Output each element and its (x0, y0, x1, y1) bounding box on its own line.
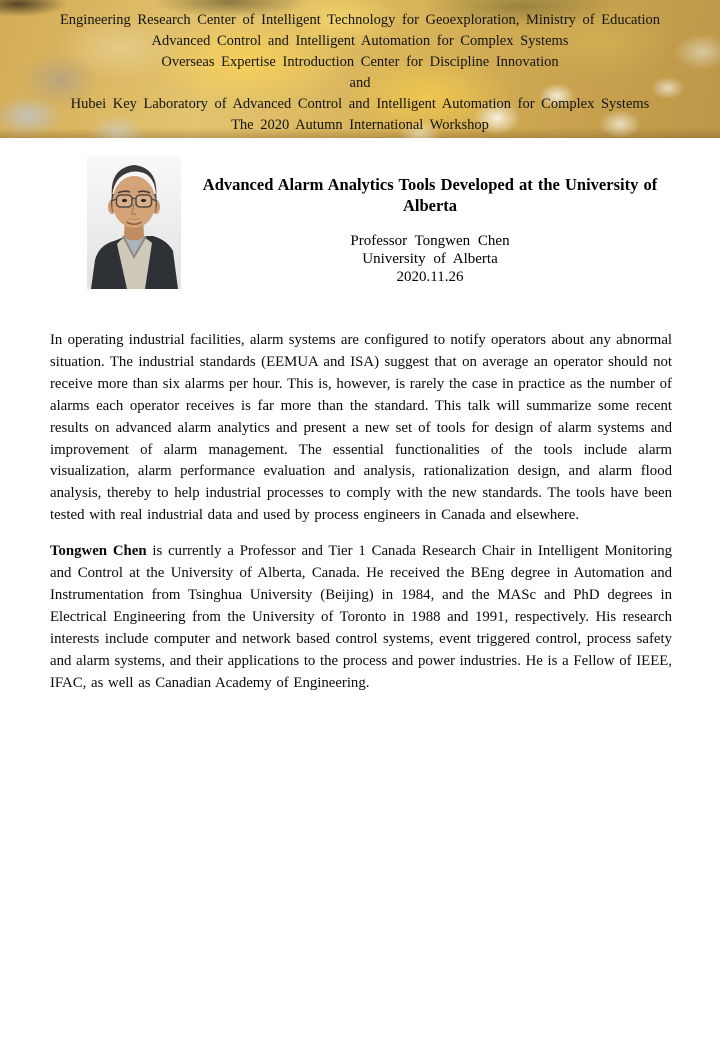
photo-glasses-bridge (132, 198, 136, 199)
banner-line-center-1: Engineering Research Center of Intelligent Technology for Geoexploration, Ministry of Education (59, 12, 661, 28)
bio-paragraph (50, 541, 672, 694)
title-block (185, 174, 675, 286)
banner-line-laboratory: Hubei Key Laboratory of Advanced Control and Intelligent Automation for Complex Systems (70, 96, 650, 112)
photo-eye-left (122, 199, 127, 202)
bio-text: is currently a Professor and Tier 1 Canada Research Chair in Intelligent Monitoring and Control at the University of Alberta, Canada. He received the BEng degree in Automation and Instrumentation from Tsinghua University (Beijing) in 1984, and the MASc and PhD degrees in Electrical Engineering from the University of Toronto in 1988 and 1991, respectively. His research interests include computer and network based control systems, event triggered control, process safety and alarm systems, and their applications to the process and power industries. He is a Fellow of IEEE, IFAC, as well as Canadian Academy of Engineering. (50, 543, 672, 691)
photo-eye-right (141, 199, 146, 202)
banner-line-workshop: The 2020 Autumn International Workshop (231, 117, 489, 133)
speaker-photo-image (87, 156, 181, 289)
banner-line-center-2: Advanced Control and Intelligent Automation for Complex Systems (151, 33, 569, 49)
speaker-affiliation: University of Alberta (362, 251, 498, 267)
speaker-block (185, 232, 675, 286)
body-content (50, 330, 672, 695)
abstract-paragraph: In operating industrial facilities, alarm systems are configured to notify operators about any abnormal situation. The industrial standards (EEMUA and ISA) suggest that on average an operator should not receive more than six alarms per hour. This is, however, is rarely the case in practice as the number of alarms each operator receives is far more than the standard. This talk will summarize some recent results on advanced alarm analytics and present a new set of tools for design of alarm systems and improvement of alarm management. The essential functionalities of the tools include alarm visualization, alarm performance evaluation and analysis, rationalization design, and alarm flood analysis, thereby to help industrial processes to comply with the new standards. The tools have been tested with real industrial data and used by process engineers in Canada and elsewhere. (50, 332, 672, 524)
talk-title: Advanced Alarm Analytics Tools Developed at the University of Alberta (202, 175, 658, 215)
speaker-photo (87, 156, 181, 289)
talk-date: 2020.11.26 (396, 269, 464, 285)
speaker-name: Professor Tongwen Chen (350, 233, 510, 249)
bio-speaker-name: Tongwen Chen (50, 543, 147, 560)
banner (0, 0, 720, 138)
banner-line-and: and (349, 75, 371, 91)
banner-line-center-3: Overseas Expertise Introduction Center for Discipline Innovation (161, 54, 559, 70)
